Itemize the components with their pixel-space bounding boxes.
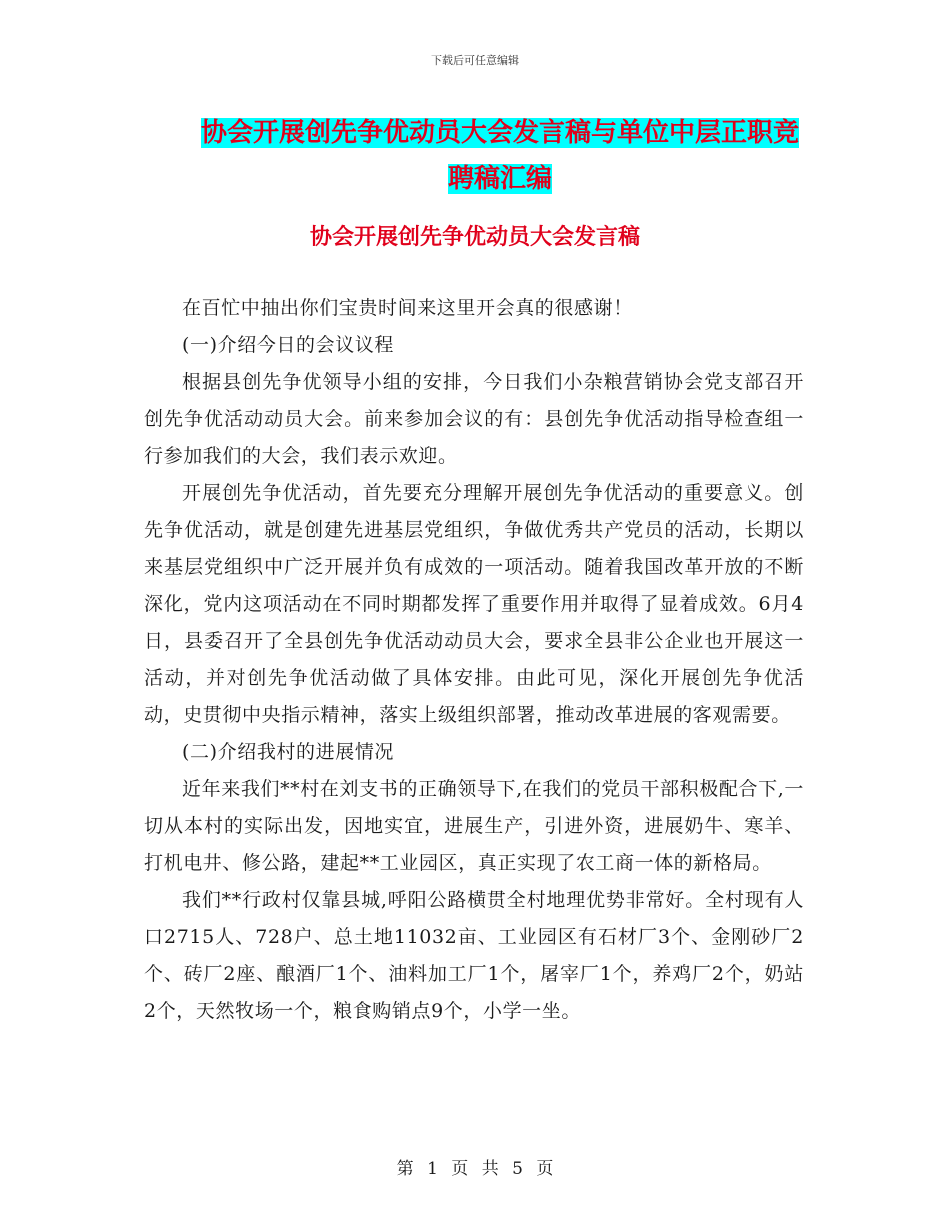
paragraph: (二)介绍我村的进展情况 — [182, 741, 395, 763]
document-title-line-2: 聘稿汇编 — [447, 164, 552, 194]
paragraph: 我们**行政村仅靠县城,呼阳公路横贯全村地理优势非常好。全村现有人口2715人、728户、总土地11032亩、工业园区有石材厂3个、金刚砂厂2个、砖厂2座、酿酒厂1个、油料加工厂1个，屠宰厂1个，养鸡厂2个，奶站2个，天然牧场一个，粮食购销点9个，小学一坐。 — [144, 889, 804, 1022]
page-number: 第 1 页 共 5 页 — [396, 1159, 554, 1179]
section-title: 协会开展创先争优动员大会发言稿 — [309, 225, 640, 250]
document-title-line-1: 协会开展创先争优动员大会发言稿与单位中层正职竞 — [200, 118, 799, 148]
document-title — [180, 110, 820, 202]
document-body — [144, 290, 804, 1030]
paragraph: 开展创先争优活动，首先要充分理解开展创先争优活动的重要意义。创先争优活动，就是创建先进基层党组织，争做优秀共产党员的活动，长期以来基层党组织中广泛开展并负有成效的一项活动。随着我国改革开放的不断深化，党内这项活动在不同时期都发挥了重要作用并取得了显着成效。6月4日，县委召开了全县创先争优活动动员大会，要求全县非公企业也开展这一活动，并对创先争优活动做了具体安排。由此可见，深化开展创先争优活动，史贯彻中央指示精神，落实上级组织部署，推动改革进展的客观需要。 — [144, 482, 804, 726]
page-header-note: 下载后可任意编辑 — [431, 54, 519, 67]
paragraph: 根据县创先争优领导小组的安排，今日我们小杂粮营销协会党支部召开创先争优活动动员大会。前来参加会议的有：县创先争优活动指导检查组一行参加我们的大会，我们表示欢迎。 — [144, 371, 804, 467]
paragraph: (一)介绍今日的会议议程 — [182, 334, 395, 356]
paragraph: 近年来我们**村在刘支书的正确领导下,在我们的党员干部积极配合下,一切从本村的实际出发，因地实宜，进展生产，引进外资，进展奶牛、寒羊、打机电井、修公路，建起**工业园区，真正实现了农工商一体的新格局。 — [144, 778, 804, 874]
paragraph: 在百忙中抽出你们宝贵时间来这里开会真的很感谢！ — [182, 297, 633, 319]
